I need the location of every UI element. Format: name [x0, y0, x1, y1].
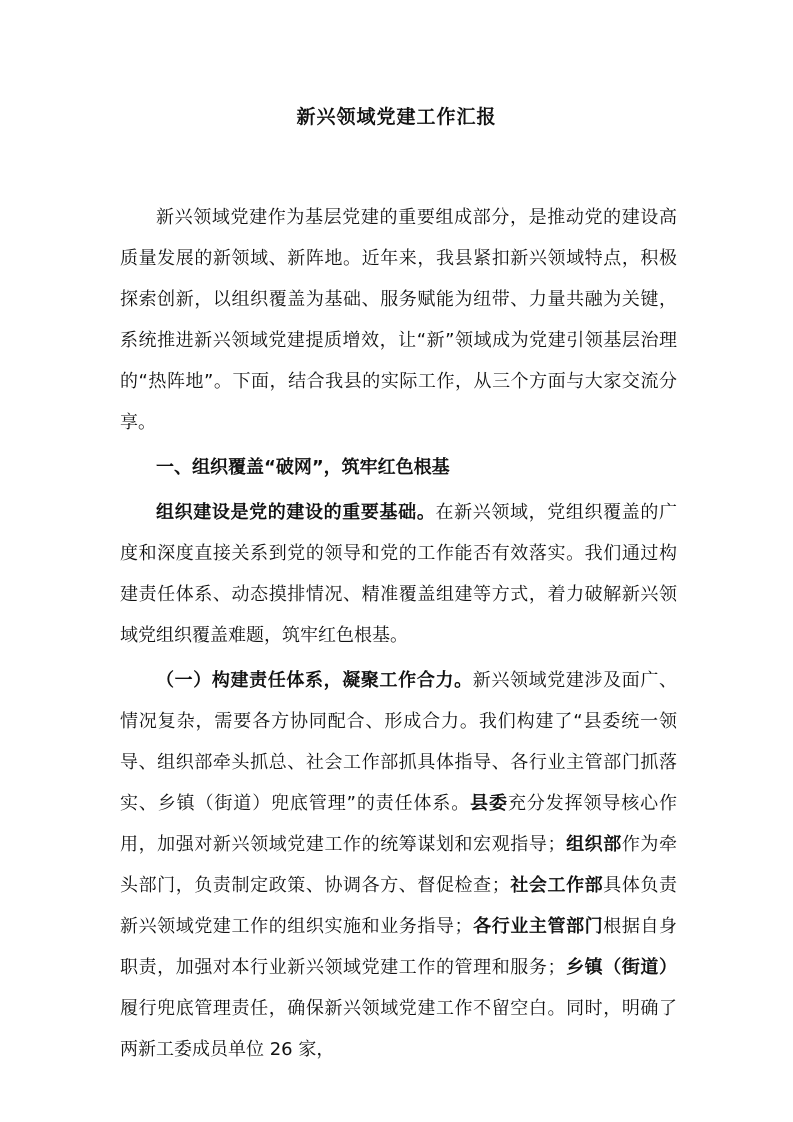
document-title: 新兴领域党建工作汇报: [296, 106, 497, 128]
subsection-1-text: 新兴领域党建涉及面广、情况复杂，需要各方协同配合、形成合力。我们构建了“县委统一领导、组织部牵头抓总、社会工作部抓具体指导、各行业主管部门抓落实、乡镇（街道）兜底管理”的责任体系。: [120, 670, 677, 814]
subsection-1-paragraph: [120, 660, 677, 1070]
subsection-1-heading: （一）构建责任体系，凝聚工作合力。: [156, 670, 473, 691]
section-1-lead-bold: 组织建设是党的建设的重要基础。: [156, 502, 436, 523]
intro-paragraph: 新兴领域党建作为基层党建的重要组成部分，是推动党的建设高质量发展的新领域、新阵地。近年来，我县紧扣新兴领域特点，积极探索创新，以组织覆盖为基础、服务赋能为纽带、力量共融为关键，系统推进新兴领域党建提质增效，让“新”领域成为党建引领基层治理的“热阵地”。下面，结合我县的实际工作，从三个方面与大家交流分享。: [120, 207, 677, 433]
org-dept-text: 作为牵头部门，负责制定政策、协调各方、督促检查；: [120, 834, 678, 896]
industry-dept-text: 根据自身职责，加强对本行业新兴领域党建工作的管理和服务；: [120, 916, 678, 978]
org-dept-label: 组织部: [565, 834, 622, 855]
county-committee-label: 县委: [470, 793, 508, 814]
county-committee-text: 充分发挥领导核心作用，加强对新兴领域党建工作的统筹谋划和宏观指导；: [120, 793, 678, 855]
social-work-dept-text: 具体负责新兴领域党建工作的组织实施和业务指导；: [120, 875, 678, 937]
section-1-lead-paragraph: [120, 492, 677, 656]
section-1-heading: 一、组织覆盖“破网”，筑牢红色根基: [156, 457, 450, 478]
industry-dept-label: 各行业主管部门: [472, 916, 604, 937]
social-work-dept-label: 社会工作部: [509, 875, 604, 896]
township-label: 乡镇（街道）: [565, 957, 678, 978]
document-body: [120, 197, 677, 1070]
township-text: 履行兜底管理责任，确保新兴领域党建工作不留空白。同时，明确了两新工委成员单位 26 家，: [120, 998, 677, 1060]
section-1-lead-text: 在新兴领域，党组织覆盖的广度和深度直接关系到党的领导和党的工作能否有效落实。我们通过构建责任体系、动态摸排情况、精准覆盖组建等方式，着力破解新兴领域党组织覆盖难题，筑牢红色根基。: [120, 502, 678, 646]
